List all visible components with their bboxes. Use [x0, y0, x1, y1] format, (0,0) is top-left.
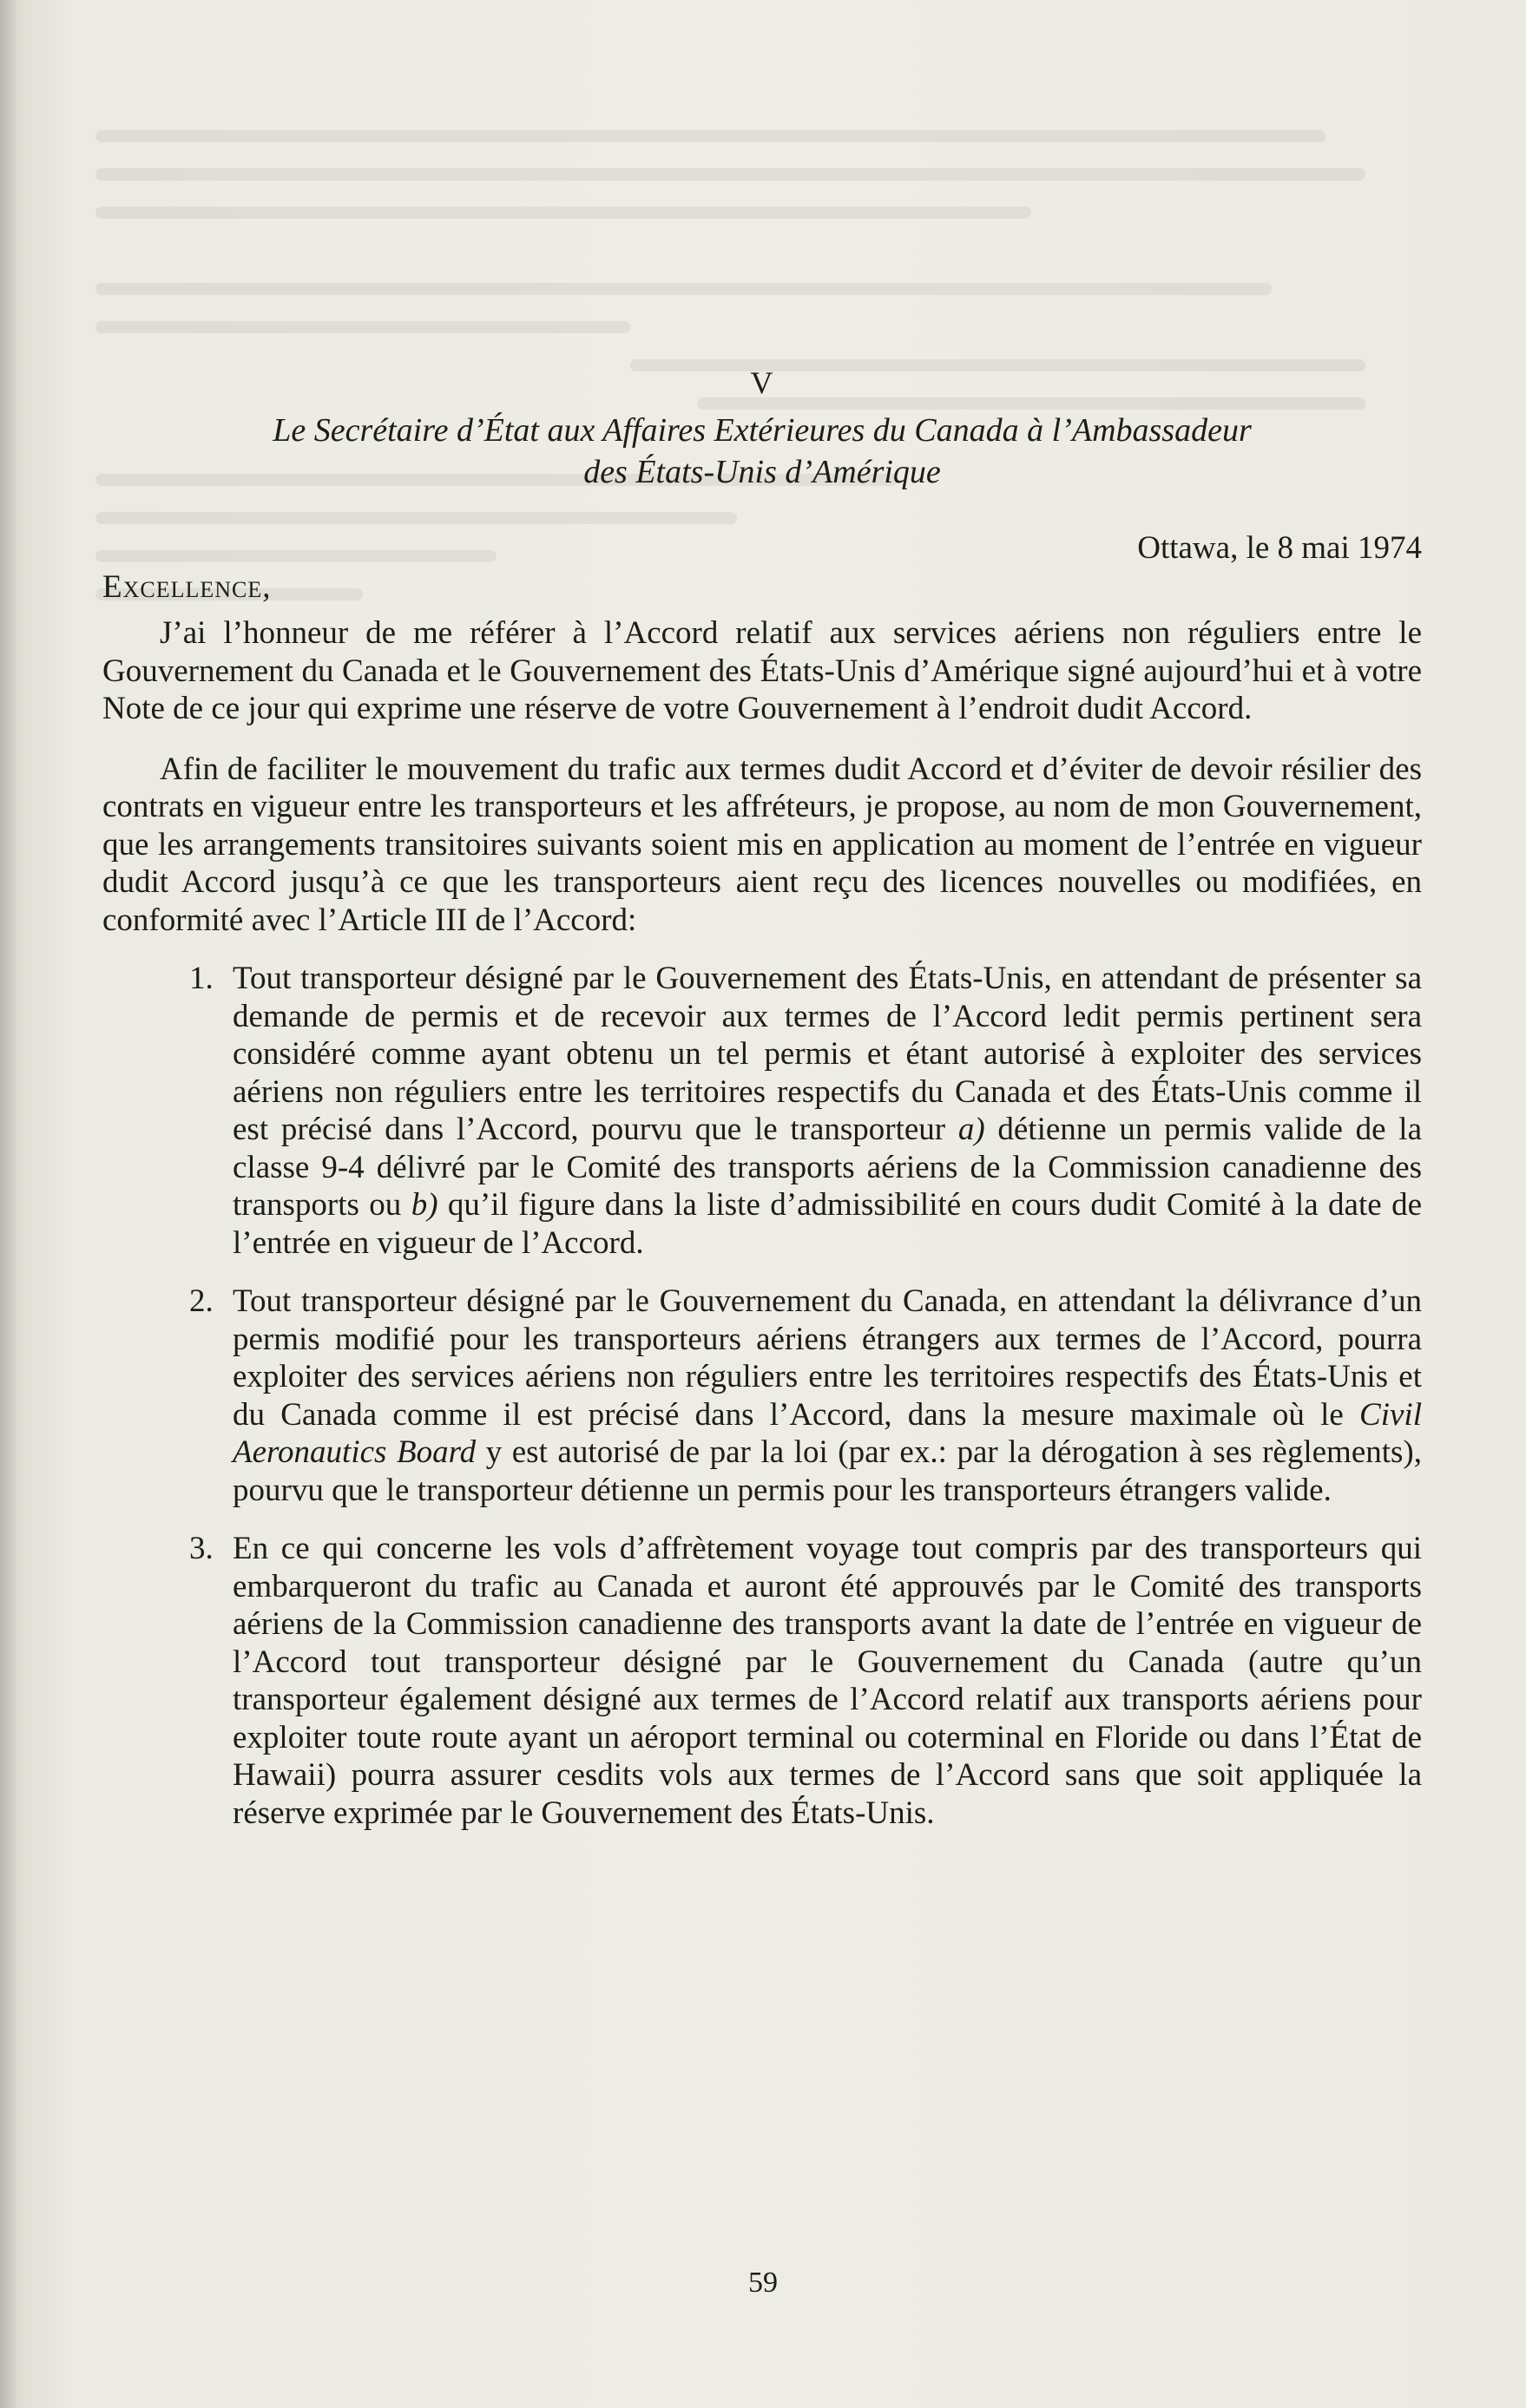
section-number: V: [750, 365, 774, 400]
list-item-marker: b): [411, 1187, 438, 1223]
list-item-text: qu’il figure dans la liste d’admissibilité en cours dudit Comité à la date de l’entrée en vigueur de l’Accord.: [233, 1187, 1422, 1261]
list-item: [102, 1530, 1422, 1832]
list-item-number: 3.: [189, 1531, 214, 1566]
list-item-text: En ce qui concerne les vols d’affrètement voyage tout compris par des transporteurs qui embarqueront du trafic au Canada et auront été approuvés par le Comité des transports aériens de la Commission canadienne des transports avant la date de l’entrée en vigueur de l’Accord tout transporteur désigné par le Gouvernement du Canada (autre qu’un transporteur également désigné aux termes de l’Accord relatif aux transports aériens pour exploiter toute route ayant un aéroport terminal ou coterminal en Floride ou dans l’État de Hawaii) pourra assurer cesdits vols aux termes de l’Accord sans que soit appliquée la réserve exprimée par le Gouvernement des États-Unis.: [233, 1531, 1422, 1831]
list-item: [102, 1283, 1422, 1509]
list-item-text: détienne un permis valide de la classe 9-4 délivré par le Comité des transports aériens de la Commission canadienne des transports ou: [233, 1112, 1423, 1223]
list-item-marker: a): [957, 1112, 985, 1147]
list-item-text: y est autorisé de par la loi (par ex.: par la dérogation à ses règlements), pourvu que le transporteur détienne un permis pour les transporteurs étrangers valide.: [233, 1434, 1422, 1508]
list-item-text: Tout transporteur désigné par le Gouvernement des États-Unis, en attendant de présenter sa demande de permis et de recevoir aux termes de l’Accord ledit permis pertinent sera considéré comme ayant obtenu un tel permis et étant autorisé à exploiter des services aériens non réguliers entre les territoires respectifs du Canada et des États-Unis comme il est précisé dans l’Accord, pourvu que le transporteur: [233, 961, 1422, 1147]
list-item: [102, 960, 1422, 1262]
paragraph-2: Afin de faciliter le mouvement du trafic aux termes dudit Accord et d’éviter de devoir résilier des contrats en vigueur entre les transporteurs et les affréteurs, je propose, au nom de mon Gouvernement, que les arrangements transitoires suivants soient mis en application au moment de l’entrée en vigueur dudit Accord jusqu’à ce que les transporteurs aient reçu des licences nouvelles ou modifiées, en conformité avec l’Article III de l’Accord:: [102, 751, 1422, 938]
letter-heading-line-1: Le Secrétaire d’État aux Affaires Extérieures du Canada à l’Ambassadeur: [273, 412, 1252, 449]
list-item-text: Tout transporteur désigné par le Gouvernement du Canada, en attendant la délivrance d’un permis modifié pour les transporteurs aériens étrangers aux termes de l’Accord, pourra exploiter des services aériens non réguliers entre les territoires respectifs des États-Unis et du Canada comme il est précisé dans l’Accord, dans la mesure maximale où le: [233, 1283, 1422, 1433]
paragraph-1: J’ai l’honneur de me référer à l’Accord relatif aux services aériens non réguliers entre le Gouvernement du Canada et le Gouvernement des États-Unis d’Amérique signé aujourd’hui et à votre Note de ce jour qui exprime une réserve de votre Gouvernement à l’endroit dudit Accord.: [102, 615, 1422, 726]
salutation: Excellence,: [102, 569, 272, 605]
list-item-emphasis: Civil Aeronautics Board: [233, 1396, 1422, 1470]
list-item-number: 1.: [189, 961, 214, 996]
transitional-arrangements-list: [102, 960, 1422, 1832]
list-item-number: 2.: [189, 1283, 214, 1319]
letter-body: [102, 364, 1422, 1853]
page-binding-edge: [0, 0, 16, 2408]
page-number: 59: [748, 2267, 778, 2299]
letter-heading-line-2: des États-Unis d’Amérique: [583, 454, 941, 490]
date-line: Ottawa, le 8 mai 1974: [1137, 530, 1422, 566]
